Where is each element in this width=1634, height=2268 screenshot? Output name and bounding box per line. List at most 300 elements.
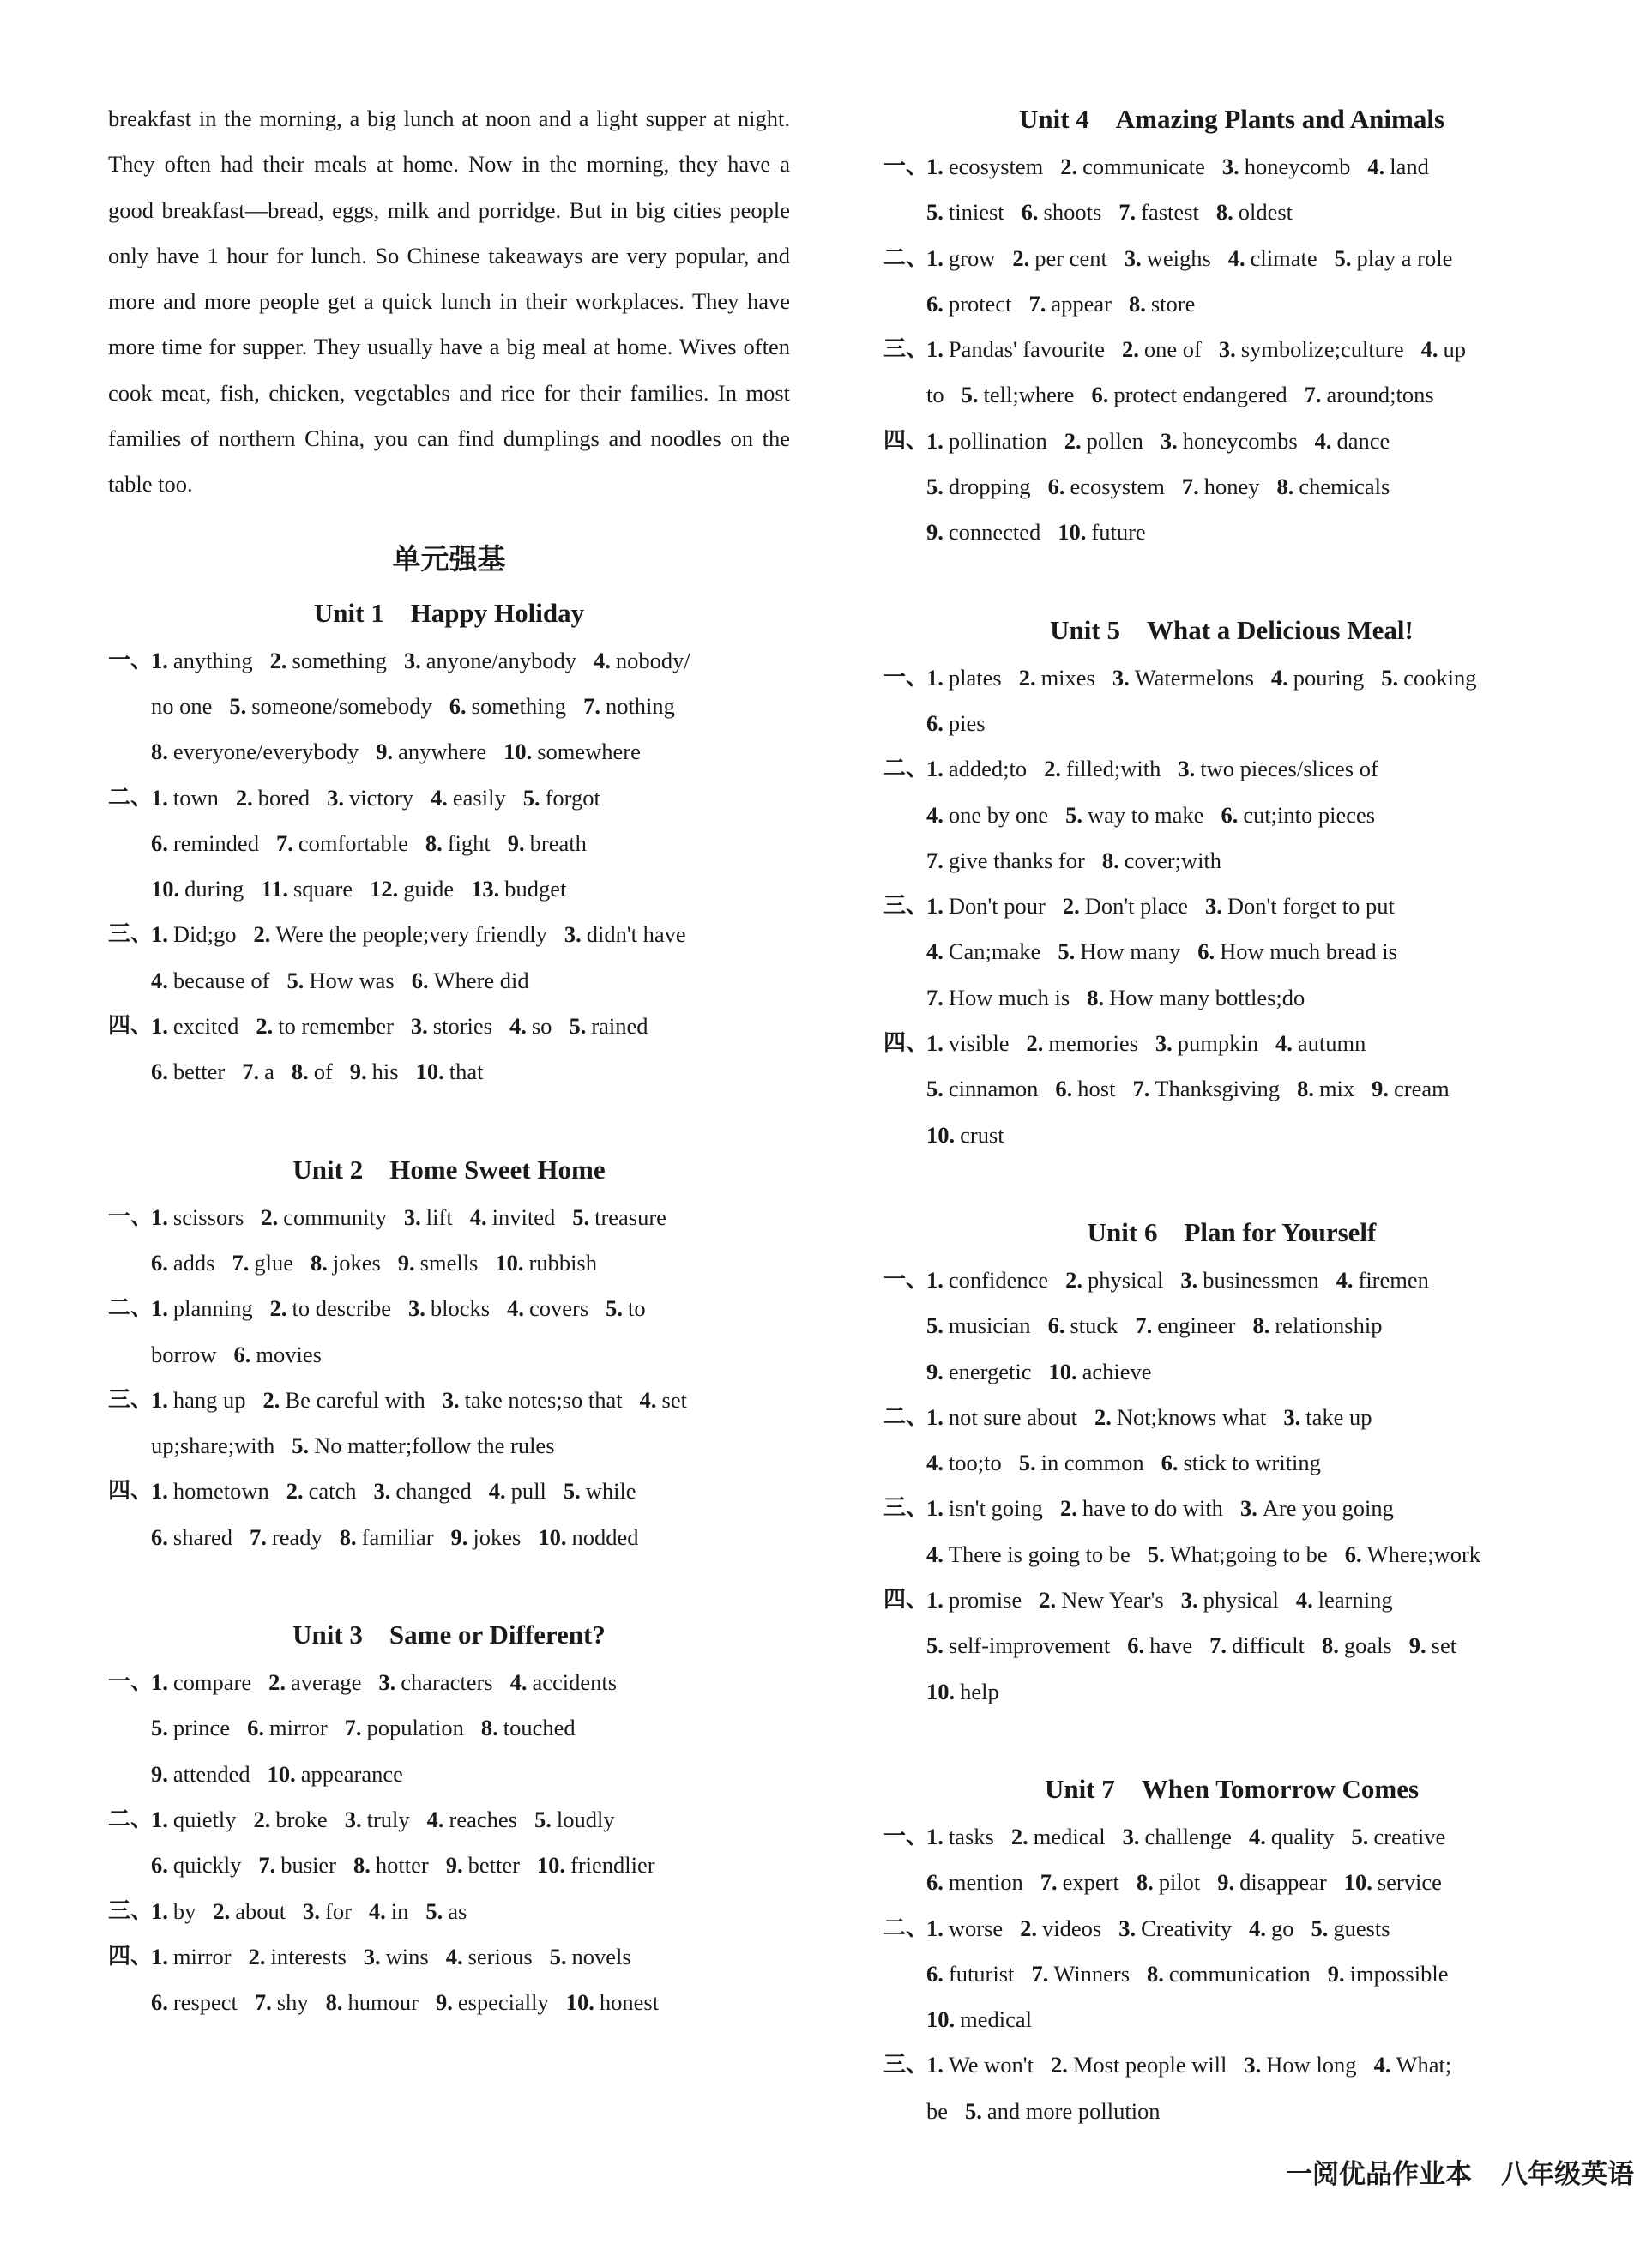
answer-text: excited	[172, 1013, 239, 1040]
answer-number: 6.	[926, 1960, 944, 1987]
answer-item	[926, 190, 1004, 235]
answer-number: 5.	[1311, 1915, 1329, 1941]
answer-line	[926, 1303, 1580, 1348]
answer-number: 9.	[435, 1989, 453, 2016]
answer-number: 8.	[353, 1852, 371, 1879]
answer-number: 1.	[926, 1266, 944, 1293]
answer-item	[1311, 1906, 1390, 1951]
answer-number: 8.	[310, 1249, 328, 1276]
exercise-number: 三、	[108, 1897, 154, 1924]
answer-number: 5.	[926, 1312, 944, 1339]
answer-item	[250, 1515, 323, 1560]
answer-text: as	[448, 1897, 467, 1924]
answer-item	[1315, 419, 1390, 464]
answer-text: scissors	[172, 1203, 244, 1230]
answer-text: mirror	[172, 1943, 232, 1969]
answer-number: 1.	[151, 1013, 168, 1040]
answer-number: 2.	[253, 921, 271, 948]
answer-text: musician	[948, 1312, 1031, 1339]
answer-item	[1091, 372, 1287, 418]
answer-number: 4.	[593, 647, 611, 673]
answer-text: Be careful with	[285, 1386, 425, 1413]
answer-item	[1240, 1486, 1394, 1531]
answer-number: 9.	[349, 1059, 367, 1085]
answer-item	[564, 1469, 636, 1514]
answer-text: promise	[948, 1587, 1022, 1614]
answer-text: honey	[1203, 474, 1260, 500]
answer-item	[926, 1113, 1004, 1158]
answer-number: 10.	[538, 1523, 567, 1550]
answer-item	[926, 746, 1027, 792]
answer-item	[1063, 884, 1188, 929]
answer-number: 9.	[1217, 1869, 1235, 1896]
answer-text: easily	[452, 784, 506, 811]
answer-text: blocks	[430, 1295, 491, 1322]
exercise-number: 三、	[883, 893, 929, 920]
answer-text: Don't place	[1084, 893, 1189, 920]
answer-number: 9.	[151, 1760, 168, 1787]
answer-number: 5.	[572, 1203, 590, 1230]
answer-item	[151, 912, 237, 957]
answer-text: confidence	[948, 1266, 1049, 1293]
answer-item	[640, 1378, 687, 1423]
answer-number: 1.	[151, 1386, 168, 1413]
answer-text: Not;knows what	[1116, 1403, 1267, 1430]
answer-number: 4.	[469, 1203, 487, 1230]
answer-text: no one	[151, 692, 213, 719]
answer-text: in	[390, 1897, 409, 1924]
answer-text: take notes;so that	[464, 1386, 623, 1413]
answer-number: 7.	[1181, 474, 1199, 500]
answer-number: 7.	[250, 1523, 267, 1550]
answer-number: 10.	[267, 1760, 296, 1787]
answer-line	[926, 701, 1580, 746]
answer-line	[926, 746, 1580, 792]
answer-text: creative	[1373, 1823, 1446, 1849]
answer-line	[151, 958, 790, 1004]
answer-text: learning	[1317, 1587, 1393, 1614]
answer-line	[926, 1349, 1580, 1395]
answer-text: two pieces/slices of	[1200, 756, 1378, 782]
answer-number: 4.	[1227, 244, 1245, 271]
answer-item	[510, 1660, 617, 1705]
answer-text: tasks	[948, 1823, 994, 1849]
answer-item	[1020, 1906, 1101, 1951]
answer-text: shared	[172, 1523, 233, 1550]
exercise-group	[883, 236, 1580, 328]
answer-item	[1219, 327, 1404, 372]
unit-title: Unit 7 When Tomorrow Comes	[1044, 1773, 1420, 1804]
answer-number: 3.	[1155, 1030, 1173, 1057]
answer-number: 3.	[1118, 1915, 1137, 1941]
answer-text: characters	[401, 1669, 493, 1696]
answer-number: 4.	[445, 1943, 463, 1969]
answer-item	[151, 775, 219, 821]
answer-line	[926, 1258, 1580, 1303]
answer-item	[151, 1004, 238, 1049]
exercise-number: 一、	[108, 647, 154, 673]
answer-item	[1147, 1951, 1311, 1997]
answer-number: 10.	[1048, 1358, 1077, 1384]
answer-line	[151, 684, 790, 729]
answer-item	[261, 1195, 387, 1240]
answer-item	[538, 1515, 638, 1560]
answer-text: mix	[1318, 1076, 1355, 1102]
answer-number: 3.	[442, 1386, 460, 1413]
answer-item	[566, 1980, 659, 2025]
answer-number: 9.	[376, 739, 394, 765]
answer-number: 5.	[534, 1806, 552, 1832]
answer-text: Where;work	[1366, 1541, 1481, 1567]
answer-text: Don't forget to put	[1227, 893, 1395, 920]
answer-item	[151, 1286, 253, 1331]
answer-text: pilot	[1158, 1869, 1201, 1896]
answer-item	[151, 1423, 274, 1469]
exercise-group	[883, 884, 1580, 1021]
answer-item	[376, 729, 486, 775]
answer-number: 2.	[213, 1897, 231, 1924]
answer-item	[534, 1797, 615, 1843]
answer-number: 2.	[1060, 154, 1078, 179]
answer-item	[247, 1705, 328, 1751]
answer-item	[425, 1889, 467, 1934]
answer-item	[353, 1843, 429, 1888]
answer-line	[151, 1004, 790, 1049]
answer-text: guide	[403, 876, 455, 902]
answer-item	[926, 655, 1002, 701]
answer-item	[292, 1423, 554, 1469]
unit-title: Unit 3 Same or Different?	[292, 1620, 606, 1650]
answer-number: 1.	[926, 1030, 944, 1057]
answer-text: covers	[528, 1295, 589, 1322]
answer-text: physical	[1088, 1266, 1164, 1293]
answer-line	[926, 1997, 1580, 2042]
answer-item	[451, 1515, 522, 1560]
answer-item	[1222, 144, 1351, 190]
answer-line	[926, 2042, 1580, 2088]
answer-text: not sure about	[948, 1403, 1078, 1430]
exercise-number: 二、	[108, 1295, 154, 1322]
answer-number: 4.	[1420, 336, 1438, 363]
exercise-number: 四、	[883, 1587, 929, 1614]
answer-line	[926, 929, 1580, 974]
answer-text: glue	[254, 1249, 293, 1276]
answer-item	[1039, 1577, 1163, 1623]
answer-item	[268, 1752, 403, 1797]
answer-item	[1345, 1532, 1480, 1577]
answer-item	[481, 1705, 576, 1751]
answer-number: 5.	[926, 474, 944, 500]
answer-text: catch	[308, 1478, 357, 1505]
answer-item	[427, 1797, 517, 1843]
answer-number: 5.	[606, 1295, 624, 1322]
answer-item	[151, 1843, 241, 1888]
unit-title: Unit 6 Plan for Yourself	[1087, 1216, 1377, 1247]
exercise-number: 二、	[883, 244, 929, 271]
answer-text: Where did	[433, 967, 529, 993]
answer-number: 5.	[229, 692, 247, 719]
answer-text: hotter	[375, 1852, 429, 1879]
answer-text: to describe	[292, 1295, 392, 1322]
exercise-group	[108, 775, 790, 913]
answer-text: How many	[1080, 938, 1181, 965]
answer-item	[1058, 929, 1180, 974]
answer-item	[1118, 190, 1199, 235]
exercise-number: 二、	[883, 1915, 929, 1941]
answer-number: 1.	[151, 921, 168, 948]
answer-line	[151, 1980, 790, 2025]
answer-line	[926, 655, 1580, 701]
answer-number: 3.	[564, 921, 582, 948]
answer-text: planning	[172, 1295, 253, 1322]
answer-number: 3.	[1221, 154, 1239, 179]
answer-number: 1.	[151, 1203, 168, 1230]
answer-text: novels	[571, 1943, 631, 1969]
answer-text: filled;with	[1066, 756, 1161, 782]
answer-text: reminded	[172, 829, 259, 856]
answer-number: 10.	[151, 876, 180, 902]
answer-number: 7.	[1135, 1312, 1153, 1339]
answer-number: 4.	[431, 784, 448, 811]
answer-text: mention	[948, 1869, 1023, 1896]
answer-item	[1049, 1349, 1152, 1395]
answer-number: 10.	[926, 1121, 956, 1148]
answer-number: 1.	[151, 1943, 168, 1969]
answer-text: humour	[347, 1989, 419, 2016]
answer-number: 7.	[1209, 1632, 1227, 1659]
answer-number: 3.	[378, 1669, 396, 1696]
answer-item	[1374, 2042, 1452, 2088]
answer-text: difficult	[1232, 1632, 1305, 1659]
answer-line	[926, 144, 1580, 190]
exercise-number: 四、	[108, 1943, 154, 1969]
answer-text: because of	[172, 967, 270, 993]
answer-number: 6.	[1047, 474, 1065, 500]
answer-number: 5.	[1065, 801, 1083, 828]
answer-item	[1409, 1623, 1456, 1668]
answer-text: to	[926, 382, 944, 408]
answer-item	[1027, 1021, 1138, 1066]
answer-item	[1044, 746, 1161, 792]
answer-number: 3.	[373, 1478, 391, 1505]
answer-text: somewhere	[537, 739, 641, 765]
answer-number: 1.	[926, 244, 944, 271]
answer-item	[404, 1195, 453, 1240]
answer-number: 1.	[151, 1295, 168, 1322]
answer-item	[1421, 327, 1466, 372]
answer-number: 5.	[1147, 1541, 1165, 1567]
answer-line	[926, 838, 1580, 884]
exercise-group	[108, 1286, 790, 1378]
answer-item	[926, 144, 1043, 190]
answer-number: 6.	[1161, 1450, 1179, 1476]
exercise-number: 三、	[883, 1495, 929, 1522]
answer-text: while	[585, 1478, 636, 1505]
answer-item	[449, 684, 566, 729]
answer-number: 5.	[549, 1943, 567, 1969]
answer-item	[446, 1934, 533, 1980]
answer-text: disappear	[1239, 1869, 1327, 1896]
answer-item	[537, 1843, 655, 1888]
answer-item	[926, 793, 1048, 838]
answer-item	[926, 2042, 1034, 2088]
answer-text: take up	[1305, 1403, 1372, 1430]
answer-item	[369, 1889, 409, 1934]
answer-number: 7.	[583, 692, 600, 719]
exercise-number: 三、	[883, 2052, 929, 2078]
answer-item	[151, 1752, 250, 1797]
answer-item	[1012, 236, 1106, 281]
answer-text: treasure	[594, 1203, 666, 1230]
answer-line	[926, 1113, 1580, 1158]
answer-text: cream	[1394, 1076, 1450, 1102]
answer-number: 2.	[269, 1295, 287, 1322]
answer-item	[503, 729, 641, 775]
answer-number: 5.	[1058, 938, 1076, 965]
exercise-number: 四、	[108, 1013, 154, 1040]
answer-item	[1051, 2042, 1227, 2088]
answer-item	[926, 327, 1105, 372]
answer-text: pouring	[1293, 664, 1365, 691]
answer-text: better	[172, 1059, 226, 1085]
answer-number: 3.	[1244, 2052, 1262, 2078]
answer-number: 2.	[1064, 427, 1082, 454]
answer-text: videos	[1042, 1915, 1102, 1941]
answer-number: 3.	[1122, 1823, 1140, 1849]
answer-text: especially	[457, 1989, 549, 2016]
answer-text: too;to	[948, 1450, 1002, 1476]
answer-number: 9.	[507, 829, 525, 856]
answer-line	[151, 1378, 790, 1423]
section-title: 单元强基	[392, 544, 506, 576]
answer-text: shy	[276, 1989, 309, 2016]
answer-item	[1040, 1860, 1119, 1905]
answer-number: 1.	[926, 2052, 944, 2078]
answer-line	[151, 638, 790, 684]
answer-text: something	[471, 692, 567, 719]
answer-number: 1.	[926, 1915, 944, 1941]
answer-text: tell;where	[983, 382, 1075, 408]
answer-number: 9.	[926, 1358, 944, 1384]
exercise-number: 二、	[883, 756, 929, 782]
answer-item	[1087, 975, 1305, 1021]
answer-item	[263, 1378, 425, 1423]
answer-text: quality	[1270, 1823, 1335, 1849]
answer-text: Can;make	[948, 938, 1041, 965]
answer-item	[1181, 1577, 1279, 1623]
answer-item	[962, 372, 1075, 418]
answer-text: give thanks for	[948, 847, 1085, 873]
answer-item	[436, 1980, 549, 2025]
answer-number: 4.	[1336, 1266, 1354, 1293]
answer-item	[151, 684, 212, 729]
answer-item	[404, 638, 576, 684]
answer-item	[345, 1705, 464, 1751]
answer-item	[1381, 655, 1476, 701]
answer-line	[151, 1797, 790, 1843]
answer-number: 3.	[1124, 244, 1142, 271]
answer-item	[151, 1797, 236, 1843]
answer-text: shoots	[1043, 199, 1102, 226]
answer-item	[151, 1240, 214, 1286]
answer-number: 7.	[344, 1715, 362, 1741]
answer-number: 4.	[368, 1897, 386, 1924]
answer-item	[268, 1660, 361, 1705]
answer-text: smells	[419, 1249, 479, 1276]
answer-line	[151, 729, 790, 775]
answer-number: 9.	[1408, 1632, 1426, 1659]
answer-text: relationship	[1275, 1312, 1383, 1339]
answer-item	[249, 1934, 347, 1980]
answer-text: land	[1390, 154, 1429, 179]
answer-item	[350, 1049, 399, 1095]
answer-number: 4.	[1314, 427, 1332, 454]
answer-item	[151, 1705, 230, 1751]
answer-item	[425, 821, 491, 866]
answer-item	[926, 1486, 1043, 1531]
answer-item	[926, 510, 1040, 555]
exercise-group	[883, 746, 1580, 884]
answer-item	[364, 1934, 429, 1980]
answer-number: 2.	[1062, 893, 1080, 920]
answer-number: 8.	[325, 1989, 343, 2016]
answer-item	[926, 1951, 1014, 1997]
answer-line	[151, 1240, 790, 1286]
answer-item	[1249, 1906, 1293, 1951]
answer-item	[1135, 1303, 1235, 1348]
answer-item	[926, 929, 1040, 974]
answer-text: chemicals	[1299, 474, 1390, 500]
answer-item	[1244, 2042, 1356, 2088]
answer-number: 1.	[926, 1823, 944, 1849]
answer-item	[1129, 281, 1195, 327]
exercise-group	[108, 912, 790, 1004]
answer-item	[1271, 655, 1364, 701]
answer-item	[1228, 236, 1317, 281]
answer-item	[1209, 1623, 1305, 1668]
answer-item	[594, 638, 690, 684]
answer-text: community	[283, 1203, 387, 1230]
answer-number: 1.	[926, 1495, 944, 1522]
answer-item	[213, 1889, 286, 1934]
answer-text: his	[371, 1059, 399, 1085]
answer-text: There is going to be	[948, 1541, 1131, 1567]
answer-number: 10.	[415, 1059, 444, 1085]
answer-line	[926, 1623, 1580, 1668]
answer-text: goals	[1343, 1632, 1392, 1659]
answer-number: 8.	[1321, 1632, 1339, 1659]
answer-item	[412, 958, 529, 1004]
exercise-group	[883, 144, 1580, 236]
answer-item	[926, 1258, 1048, 1303]
answer-text: quickly	[172, 1852, 242, 1879]
left-column	[108, 96, 790, 2025]
answer-text: comfortable	[298, 829, 408, 856]
answer-number: 7.	[275, 829, 293, 856]
answer-number: 1.	[151, 1897, 168, 1924]
answer-item	[443, 1378, 623, 1423]
answer-number: 4.	[1367, 154, 1385, 179]
answer-number: 1.	[926, 1403, 944, 1430]
answer-item	[926, 838, 1085, 884]
answer-item	[255, 1980, 309, 2025]
unit-title: Unit 1 Happy Holiday	[313, 597, 585, 628]
answer-item	[926, 1303, 1031, 1348]
answer-text: autumn	[1297, 1030, 1366, 1057]
answer-item	[926, 975, 1070, 1021]
answer-text: hang up	[172, 1386, 246, 1413]
answer-number: 4.	[1249, 1823, 1266, 1849]
